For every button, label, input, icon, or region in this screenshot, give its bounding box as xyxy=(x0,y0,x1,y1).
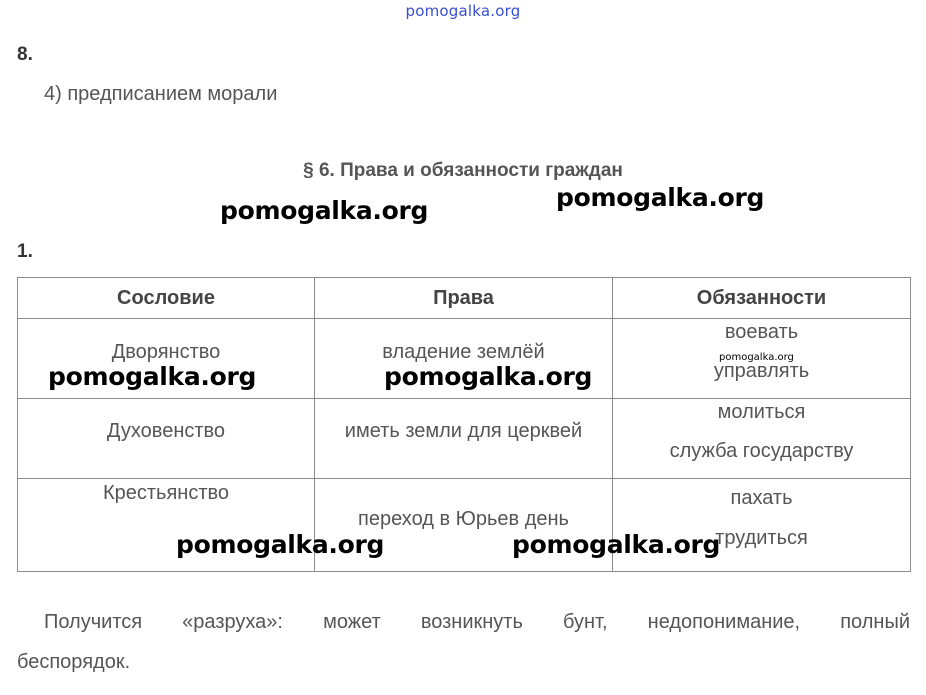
section-title: § 6. Права и обязанности граждан xyxy=(303,160,623,181)
header-duties: Обязанности xyxy=(613,278,911,319)
table-header-row xyxy=(18,278,911,319)
watermark: pomogalka.org xyxy=(48,362,257,391)
watermark: pomogalka.org xyxy=(176,530,385,559)
watermark: pomogalka.org xyxy=(384,362,593,391)
cell-rights xyxy=(315,399,613,479)
conclusion-line-1: Получится «разруха»: может возникнуть бунт, недопонимание, полный xyxy=(44,611,910,633)
task-8-number: 8. xyxy=(17,44,33,65)
estate-text: Духовенство xyxy=(106,420,226,442)
rights-text: владение землёй xyxy=(382,341,545,363)
rights-text: переход в Юрьев день xyxy=(358,508,569,530)
header-rights: Права xyxy=(315,278,613,319)
duty-text: воевать xyxy=(724,321,799,343)
duty-text: пахать xyxy=(730,487,793,509)
cell-duties xyxy=(613,399,911,479)
estates-table xyxy=(17,277,911,572)
cell-estate xyxy=(18,399,315,479)
conclusion-line-2: беспорядок. xyxy=(17,651,131,673)
duty-text: служба государству xyxy=(669,440,854,462)
estate-text: Дворянство xyxy=(111,341,221,363)
rights-text: иметь земли для церквей xyxy=(344,420,583,442)
duty-text: управлять xyxy=(713,360,810,382)
task-1-number: 1. xyxy=(17,241,33,262)
estate-text: Крестьянство xyxy=(102,482,230,504)
watermark: pomogalka.org xyxy=(220,196,429,225)
table-row xyxy=(18,399,911,479)
watermark: pomogalka.org xyxy=(512,530,721,559)
header-estate: Сословие xyxy=(18,278,315,319)
watermark: pomogalka.org xyxy=(556,183,765,212)
watermark-small: pomogalka.org xyxy=(719,352,794,363)
duty-text: трудиться xyxy=(715,527,808,549)
table-row xyxy=(18,479,911,572)
site-header-link[interactable]: pomogalka.org xyxy=(405,2,521,20)
task-8-answer: 4) предписанием морали xyxy=(44,83,278,105)
duty-text: молиться xyxy=(717,401,806,423)
